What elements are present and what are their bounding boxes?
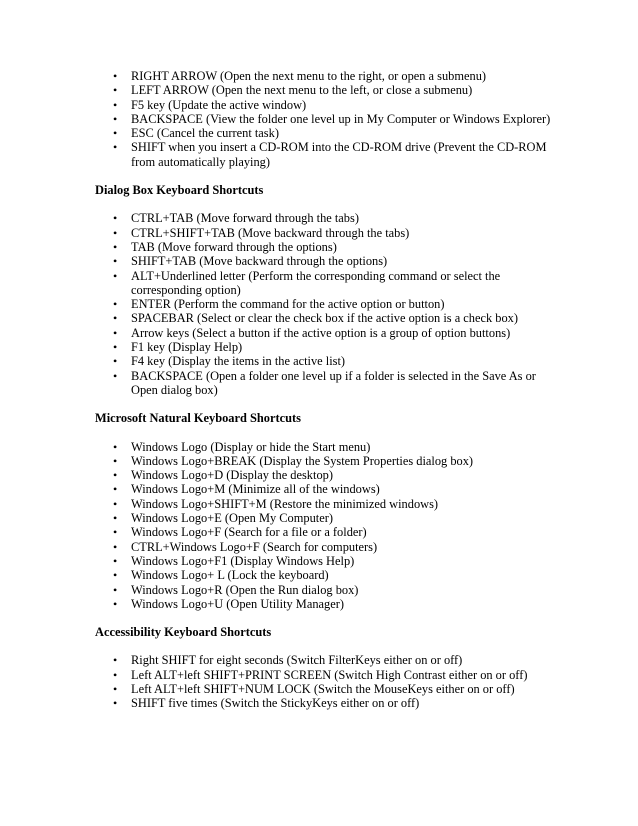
list-item: • ESC (Cancel the current task) xyxy=(131,126,551,140)
section-heading-accessibility: Accessibility Keyboard Shortcuts xyxy=(95,625,272,640)
spacer xyxy=(0,197,638,211)
list-item: • Left ALT+left SHIFT+NUM LOCK (Switch the MouseKeys either on or off) xyxy=(131,682,551,696)
list-item: • CTRL+TAB (Move forward through the tabs) xyxy=(131,211,551,225)
spacer xyxy=(0,426,638,440)
list-item: • Windows Logo+U (Open Utility Manager) xyxy=(131,597,551,611)
list-item: • F1 key (Display Help) xyxy=(131,340,551,354)
list-item: • BACKSPACE (View the folder one level up in My Computer or Windows Explorer) xyxy=(131,112,551,126)
list-item: • Right SHIFT for eight seconds (Switch FilterKeys either on or off) xyxy=(131,653,551,667)
spacer xyxy=(0,397,638,411)
list-item: • Arrow keys (Select a button if the active option is a group of option buttons) xyxy=(131,326,551,340)
section-heading-dialog-box: Dialog Box Keyboard Shortcuts xyxy=(95,183,264,198)
bullet-list-dialog-box xyxy=(0,211,551,397)
list-item: • TAB (Move forward through the options) xyxy=(131,240,551,254)
list-item: • F4 key (Display the items in the active list) xyxy=(131,354,551,368)
list-item: • Windows Logo+R (Open the Run dialog box) xyxy=(131,583,551,597)
list-item: • Left ALT+left SHIFT+PRINT SCREEN (Switch High Contrast either on or off) xyxy=(131,668,551,682)
list-item: • Windows Logo (Display or hide the Start menu) xyxy=(131,440,551,454)
list-item: • ALT+Underlined letter (Perform the corresponding command or select the corresponding option) xyxy=(131,269,551,298)
list-item: • Windows Logo+ L (Lock the keyboard) xyxy=(131,568,551,582)
list-item: • SHIFT+TAB (Move backward through the options) xyxy=(131,254,551,268)
list-item: • LEFT ARROW (Open the next menu to the left, or close a submenu) xyxy=(131,83,551,97)
list-item: • Windows Logo+F1 (Display Windows Help) xyxy=(131,554,551,568)
section-heading-natural-keyboard: Microsoft Natural Keyboard Shortcuts xyxy=(95,411,301,426)
document-page xyxy=(0,69,638,711)
list-item: • SPACEBAR (Select or clear the check box if the active option is a check box) xyxy=(131,311,551,325)
list-item: • F5 key (Update the active window) xyxy=(131,98,551,112)
list-item: • Windows Logo+D (Display the desktop) xyxy=(131,468,551,482)
list-item: • ENTER (Perform the command for the active option or button) xyxy=(131,297,551,311)
list-item: • Windows Logo+E (Open My Computer) xyxy=(131,511,551,525)
list-item: • BACKSPACE (Open a folder one level up if a folder is selected in the Save As or Open dialog box) xyxy=(131,369,551,398)
list-item: • Windows Logo+F (Search for a file or a folder) xyxy=(131,525,551,539)
bullet-list-natural-keyboard xyxy=(0,440,551,612)
spacer xyxy=(0,611,638,625)
list-item: • SHIFT five times (Switch the StickyKeys either on or off) xyxy=(131,696,551,710)
list-item: • RIGHT ARROW (Open the next menu to the right, or open a submenu) xyxy=(131,69,551,83)
list-item: • Windows Logo+M (Minimize all of the windows) xyxy=(131,482,551,496)
list-item: • Windows Logo+SHIFT+M (Restore the minimized windows) xyxy=(131,497,551,511)
spacer xyxy=(0,169,638,183)
bullet-list-accessibility xyxy=(0,653,551,710)
bullet-list-menu-shortcuts xyxy=(0,69,551,169)
list-item: • CTRL+Windows Logo+F (Search for computers) xyxy=(131,540,551,554)
list-item: • Windows Logo+BREAK (Display the System Properties dialog box) xyxy=(131,454,551,468)
list-item: • CTRL+SHIFT+TAB (Move backward through the tabs) xyxy=(131,226,551,240)
spacer xyxy=(0,639,638,653)
list-item: • SHIFT when you insert a CD-ROM into the CD-ROM drive (Prevent the CD-ROM from automatically playing) xyxy=(131,140,551,169)
